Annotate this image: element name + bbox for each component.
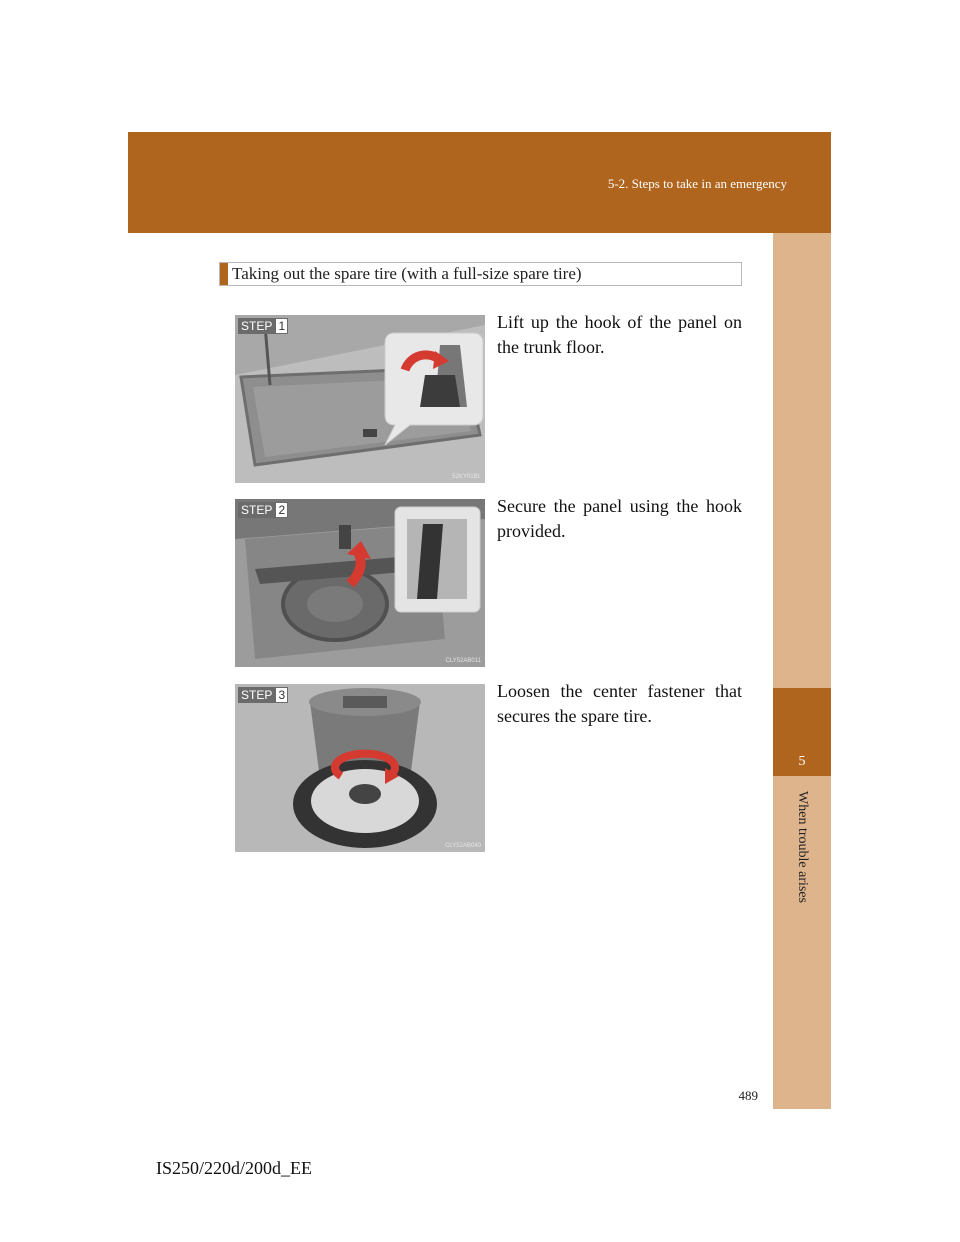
- section-title: Taking out the spare tire (with a full-size spare tire): [232, 264, 582, 283]
- model-footer: IS250/220d/200d_EE: [156, 1158, 312, 1178]
- step-1-illustration: [235, 315, 485, 483]
- step-2-illustration: [235, 499, 485, 667]
- page-number: 489: [738, 1088, 758, 1103]
- step-1-text: Lift up the hook of the panel on the trunk floor.: [497, 312, 742, 357]
- chapter-header-band: [128, 132, 831, 233]
- chapter-number: 5: [798, 754, 806, 769]
- step-3-text: Loosen the center fastener that secures the spare tire.: [497, 681, 742, 726]
- section-breadcrumb: 5-2. Steps to take in an emergency: [607, 176, 787, 191]
- image-code: CLY52AB011: [445, 658, 481, 664]
- trunk-floor-hook-illustration: [235, 315, 485, 483]
- step-1-badge: STEP 1: [238, 318, 288, 334]
- section-heading-bar: [220, 263, 228, 285]
- chapter-title: When trouble arises: [795, 791, 810, 903]
- chapter-tab: [773, 688, 831, 776]
- step-3-illustration: [235, 684, 485, 852]
- section-heading: [219, 262, 742, 286]
- chapter-title-vertical: [773, 784, 831, 903]
- panel-secure-hook-illustration: [235, 499, 485, 667]
- image-code: 52KY01BL: [452, 474, 481, 480]
- step-3-badge: STEP 3: [238, 687, 288, 703]
- spare-tire-fastener-illustration: [235, 684, 485, 852]
- step-2-text: Secure the panel using the hook provided.: [497, 496, 742, 541]
- side-tab-column: [773, 233, 831, 1109]
- step-2-badge: STEP 2: [238, 502, 288, 518]
- image-code: CLY52AB040: [445, 843, 481, 849]
